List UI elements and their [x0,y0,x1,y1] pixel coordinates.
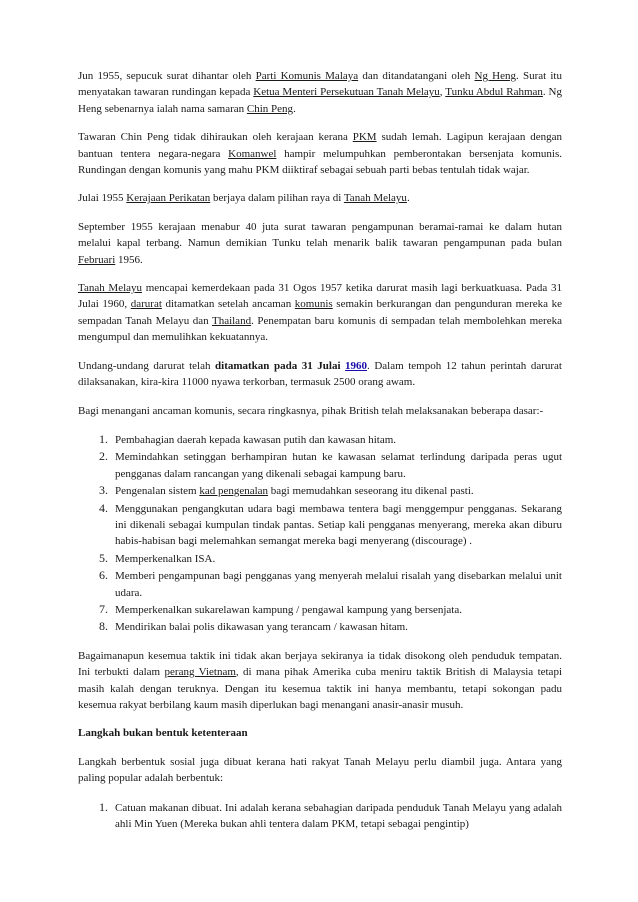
paragraph-july-1955: Julai 1955 Kerajaan Perikatan berjaya dalam pilihan raya di Tanah Melayu. [78,192,410,205]
list-item: 8. Mendirikan balai polis dikawasan yang terancam / kawasan hitam. [111,618,562,635]
list-item: 7. Memperkenalkan sukarelawan kampung / pengawal kampung yang bersenjata. [111,601,562,618]
paragraph-chin-peng-offer: Tawaran Chin Peng tidak dihiraukan oleh kerajaan kerana PKM sudah lemah. Lagipun kerajaan dengan bantuan tentera negara-negara Komanwel hampir melumpuhkan pemberontakan bersenjata komunis. Rundingan dengan komunis yang mahu PKM diiktiraf sebagai sebuah parti bebas tentulah tidak wajar. [78,131,563,177]
link-pkm[interactable]: PKM [352,131,377,144]
link-kerajaan-perikatan[interactable]: Kerajaan Perikatan [126,192,211,205]
link-komanwel[interactable]: Komanwel [228,147,277,160]
social-measures-list [78,799,562,833]
paragraph-social-measures: Langkah berbentuk sosial juga dibuat kerana hati rakyat Tanah Melayu perlu diambil juga. Antara yang paling popular adalah berbentuk: [78,755,562,785]
link-februari[interactable]: Februari [78,253,116,266]
list-item: 1. Pembahagian daerah kepada kawasan putih dan kawasan hitam. [111,431,562,448]
paragraph-independence: Tanah Melayu mencapai kemerdekaan pada 31 Ogos 1957 ketika darurat masih lagi berkuatkuasa. Pada 31 Julai 1960, darurat ditamatkan setelah ancaman komunis semakin berkurangan dan pengunduran mereka ke sempadan Tanah Melayu dan Thailand. Penempatan baru komunis di sempadan telah membolehkan mereka mengumpul dan memulihkan kekuatannya. [78,282,562,344]
section-heading: Langkah bukan bentuk ketenteraan [78,727,248,740]
link-tanah-melayu[interactable]: Tanah Melayu [343,192,407,205]
list-item: 5. Memperkenalkan ISA. [111,550,562,567]
link-ng-heng[interactable]: Ng Heng [474,70,516,82]
link-1960[interactable]: 1960 [345,359,368,372]
link-ketua-menteri[interactable]: Ketua Menteri Persekutuan Tanah Melayu [253,86,440,99]
paragraph-ng-heng-letter: Jun 1955, sepucuk surat dihantar oleh Parti Komunis Malaya dan ditandatangani oleh Ng Heng. Surat itu menyatakan tawaran rundingan kepada Ketua Menteri Persekutuan Tanah Melayu, Tunku Abdul Rahman. Ng Heng sebenarnya ialah nama samaran Chin Peng. [78,70,563,115]
link-parti-komunis-malaya[interactable]: Parti Komunis Malaya [255,70,359,82]
british-policy-list [78,431,562,636]
link-kad-pengenalan[interactable]: kad pengenalan [199,485,269,498]
link-chin-peng[interactable]: Chin Peng [246,102,294,115]
link-komunis[interactable]: komunis [294,298,333,311]
list-item: 3. Pengenalan sistem kad pengenalan bagi memudahkan seseorang itu dikenal pasti. [111,482,562,499]
link-darurat[interactable]: darurat [130,298,162,311]
list-item: 4. Menggunakan pengangkutan udara bagi membawa tentera bagi menggempur pengganas. Sekarang ini dikenali sebagai kumpulan tindak pantas. Setiap kali pengganas menyerang, mereka akan diburu habis-habisan bagi melemahkan semangat mereka bagi menyerang (discourage) . [111,500,562,550]
link-tanah-melayu-2[interactable]: Tanah Melayu [78,282,143,295]
list-item: 2. Memindahkan setinggan berhampiran hutan ke kawasan selamat terlindung daripada peras ugut pengganas dalam rancangan yang dikenali sebagai kampung baru. [111,448,562,482]
paragraph-local-support: Bagaimanapun kesemua taktik ini tidak akan berjaya sekiranya ia tidak disokong oleh penduduk tempatan. Ini terbukti dalam perang Vietnam, di mana pihak Amerika cuba meniru taktik British di Malaysia tetapi masih kalah dengan teruknya. Dengan itu kesemua taktik ini hanya membantu, tetapi sokongan padu kesemua rakyat berbilang kaum masih diperlukan bagi menangani anasir-anasir musuh. [78,649,562,711]
paragraph-emergency-end: Undang-undang darurat telah ditamatkan pada 31 Julai 1960. Dalam tempoh 12 tahun perintah darurat dilaksanakan, kira-kira 11000 nyawa terkorban, termasuk 2500 orang awam. [78,359,562,389]
link-thailand[interactable]: Thailand [211,314,252,327]
list-item: 1. Catuan makanan dibuat. Ini adalah kerana sebahagian daripada penduduk Tanah Melayu yang adalah ahli Min Yuen (Mereka bukan ahli tentera dalam PKM, tetapi sebagai pengintip) [111,799,562,833]
paragraph-september-1955: September 1955 kerajaan menabur 40 juta surat tawaran pengampunan beramai-ramai ke dalam hutan melalui kapal terbang. Namun demikian Tunku telah menarik balik tawaran pengampunan pada bulan Februari 1956. [78,220,562,266]
paragraph-british-policy-intro: Bagi menangani ancaman komunis, secara ringkasnya, pihak British telah melaksanakan beberapa dasar:- [78,404,544,417]
link-tunku-abdul-rahman[interactable]: Tunku Abdul Rahman [445,86,543,99]
link-perang-vietnam[interactable]: perang Vietnam [164,666,236,679]
list-item: 6. Memberi pengampunan bagi pengganas yang menyerah melalui risalah yang disebarkan melalui unit udara. [111,567,562,601]
document-page [78,68,562,832]
